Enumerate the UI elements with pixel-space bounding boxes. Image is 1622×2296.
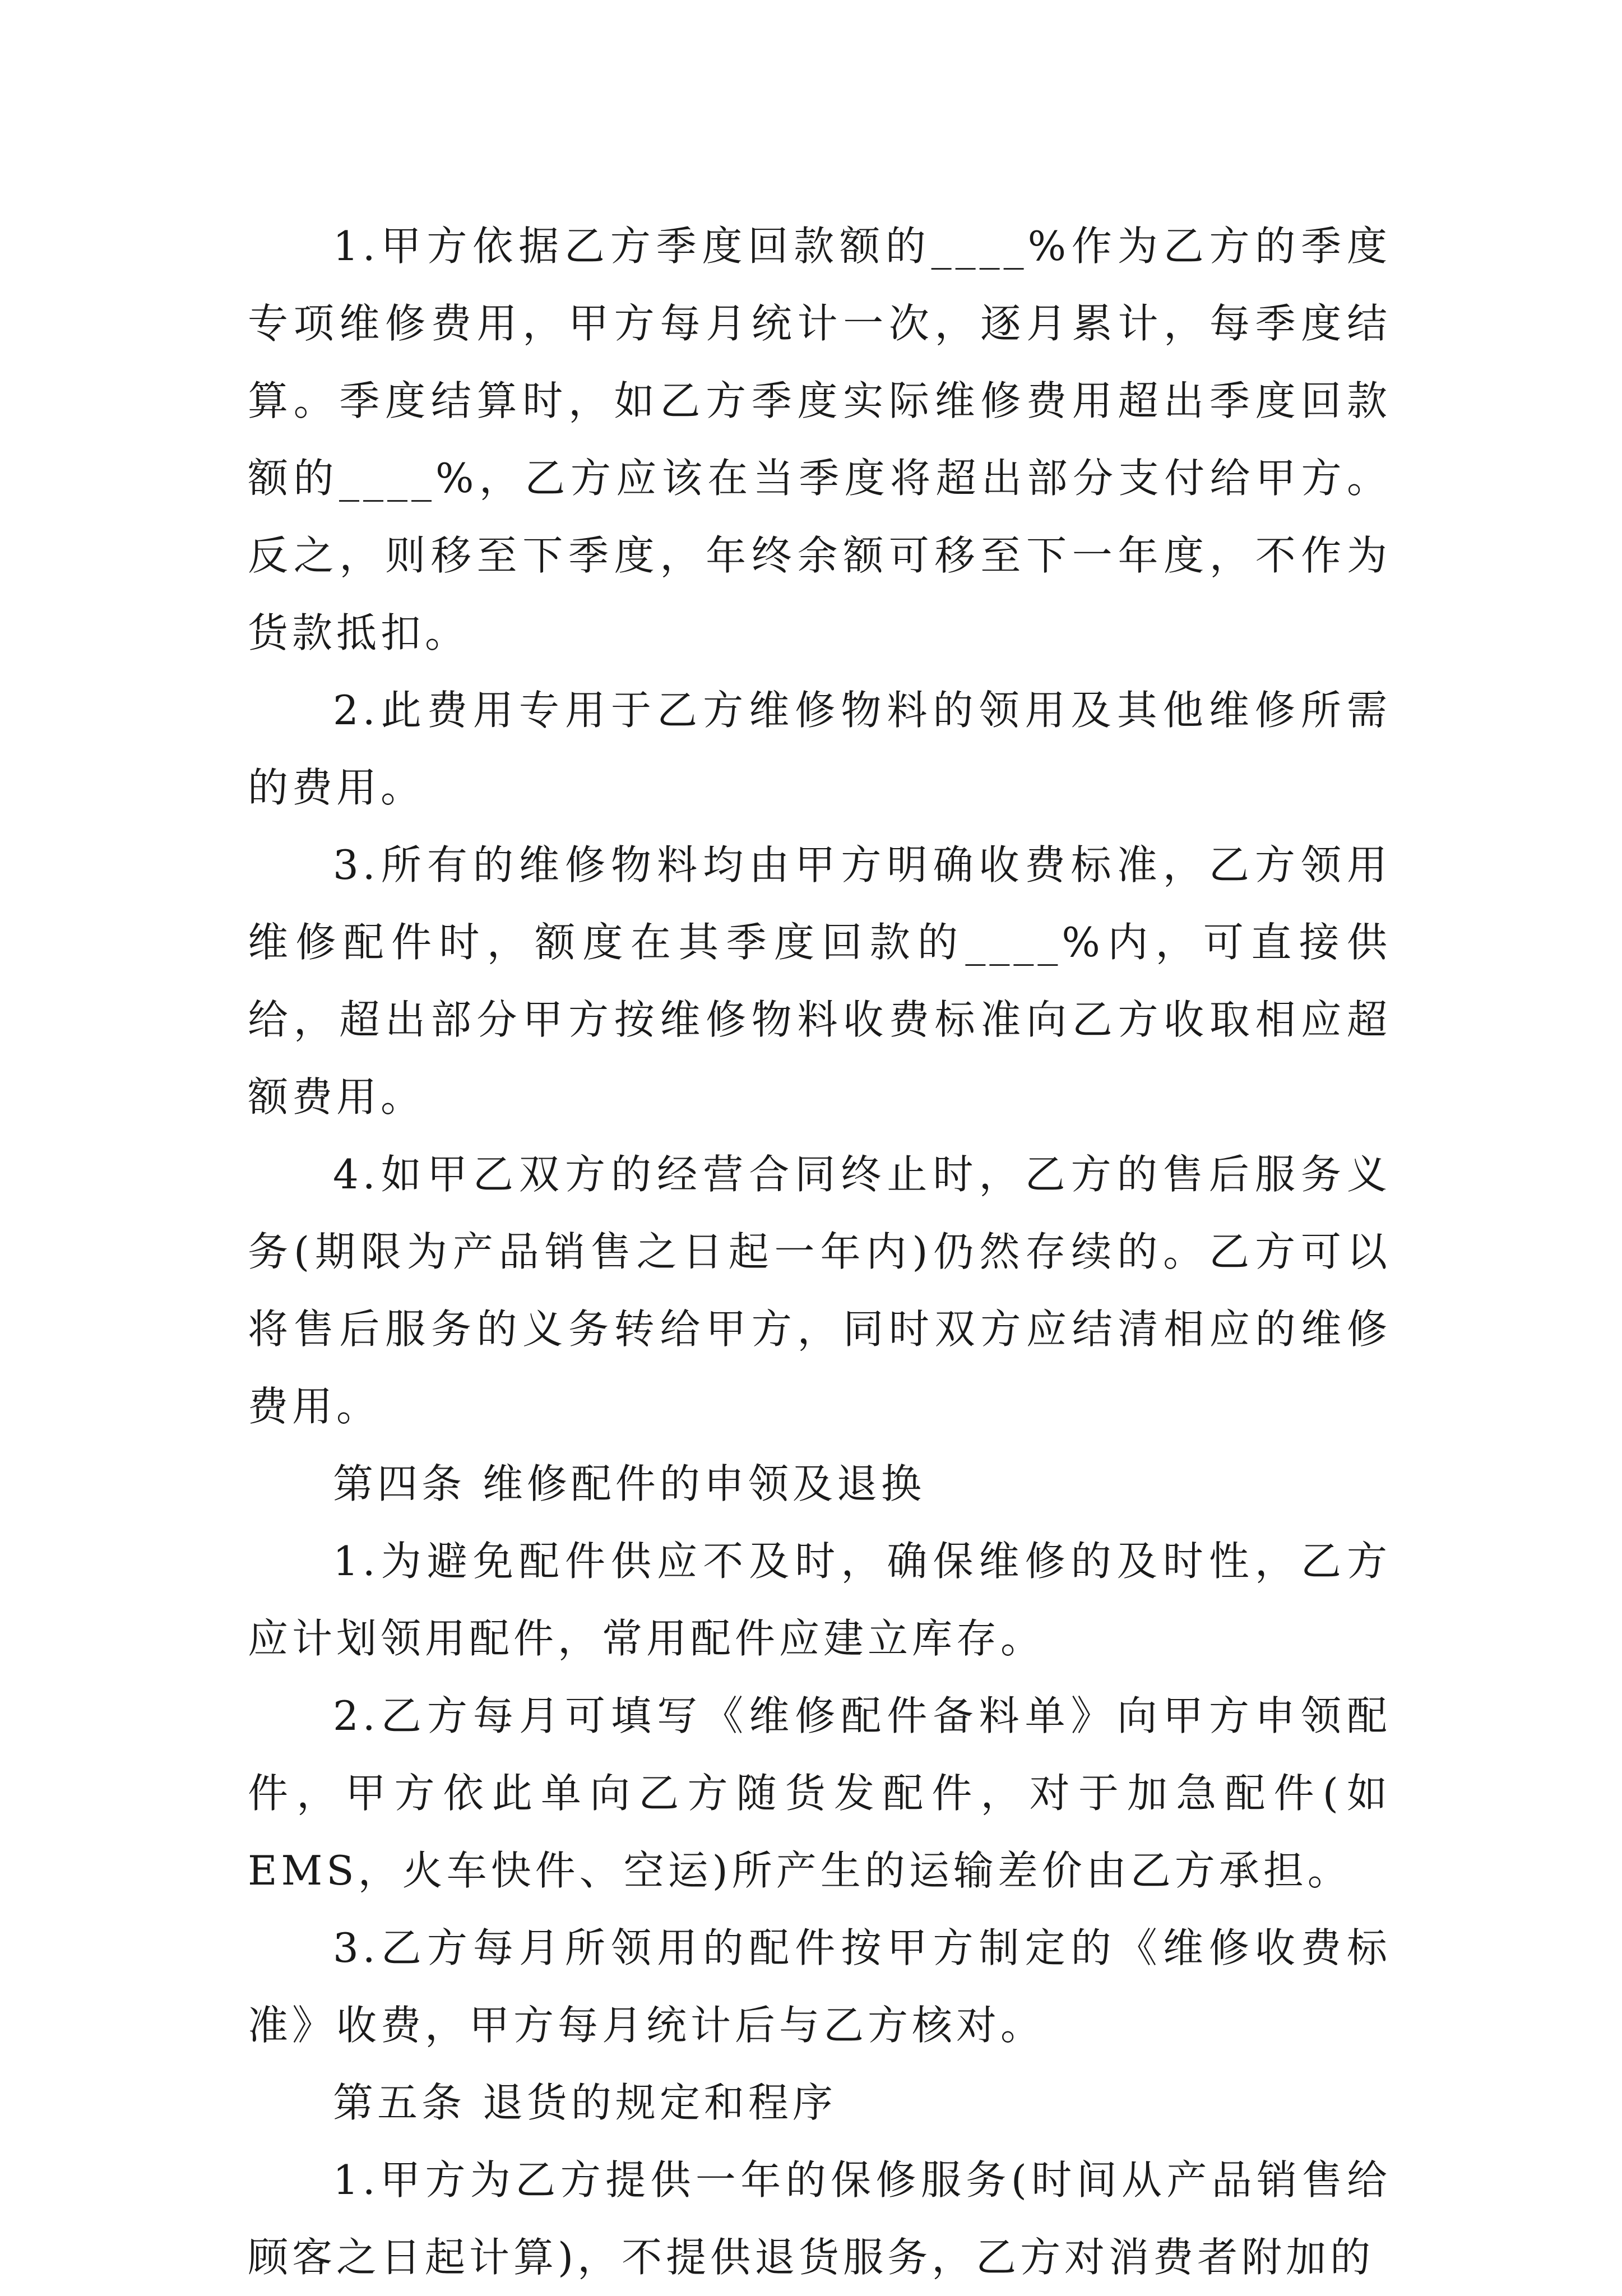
paragraph-parts-charge: 3.乙方每月所领用的配件按甲方制定的《维修收费标准》收费，甲方每月统计后与乙方核对。 — [248, 1924, 1391, 2049]
paragraph-charge-standard: 3.所有的维修物料均由甲方明确收费标准，乙方领用维修配件时，额度在其季度回款的____%内，可直接供给，超出部分甲方按维修物料收费标准向乙方收取相应超额费用。 — [248, 841, 1391, 1121]
paragraph-parts-request: 2.乙方每月可填写《维修配件备料单》向甲方申领配件，甲方依此单向乙方随货发配件，对于加急配件(如EMS，火车快件、空运)所产生的运输差价由乙方承担。 — [248, 1692, 1391, 1894]
paragraph-contract-termination: 4.如甲乙双方的经营合同终止时，乙方的售后服务义务(期限为产品销售之日起一年内)仍然存续的。乙方可以将售后服务的义务转给甲方，同时双方应结清相应的维修费用。 — [248, 1151, 1391, 1430]
paragraph-fee-usage: 2.此费用专用于乙方维修物料的领用及其他维修所需的费用。 — [248, 687, 1391, 811]
paragraph-fee-ratio: 1.甲方依据乙方季度回款额的____%作为乙方的季度专项维修费用，甲方每月统计一次，逐月累计，每季度结算。季度结算时，如乙方季度实际维修费用超出季度回款额的____%，乙方应该在当季度将超出部分支付给甲方。反之，则移至下季度，年终余额可移至下一年度，不作为货款抵扣。 — [248, 223, 1391, 656]
section-heading-article-4: 第四条 维修配件的申领及退换 — [333, 1460, 925, 1507]
document-body — [248, 207, 1391, 2296]
paragraph-warranty: 1.甲方为乙方提供一年的保修服务(时间从产品销售给顾客之日起计算)，不提供退货服务，乙方对消费者附加的 — [248, 2156, 1391, 2281]
paragraph-plan-parts: 1.为避免配件供应不及时，确保维修的及时性，乙方应计划领用配件，常用配件应建立库存。 — [248, 1538, 1391, 1662]
section-heading-article-5: 第五条 退货的规定和程序 — [333, 2079, 837, 2126]
